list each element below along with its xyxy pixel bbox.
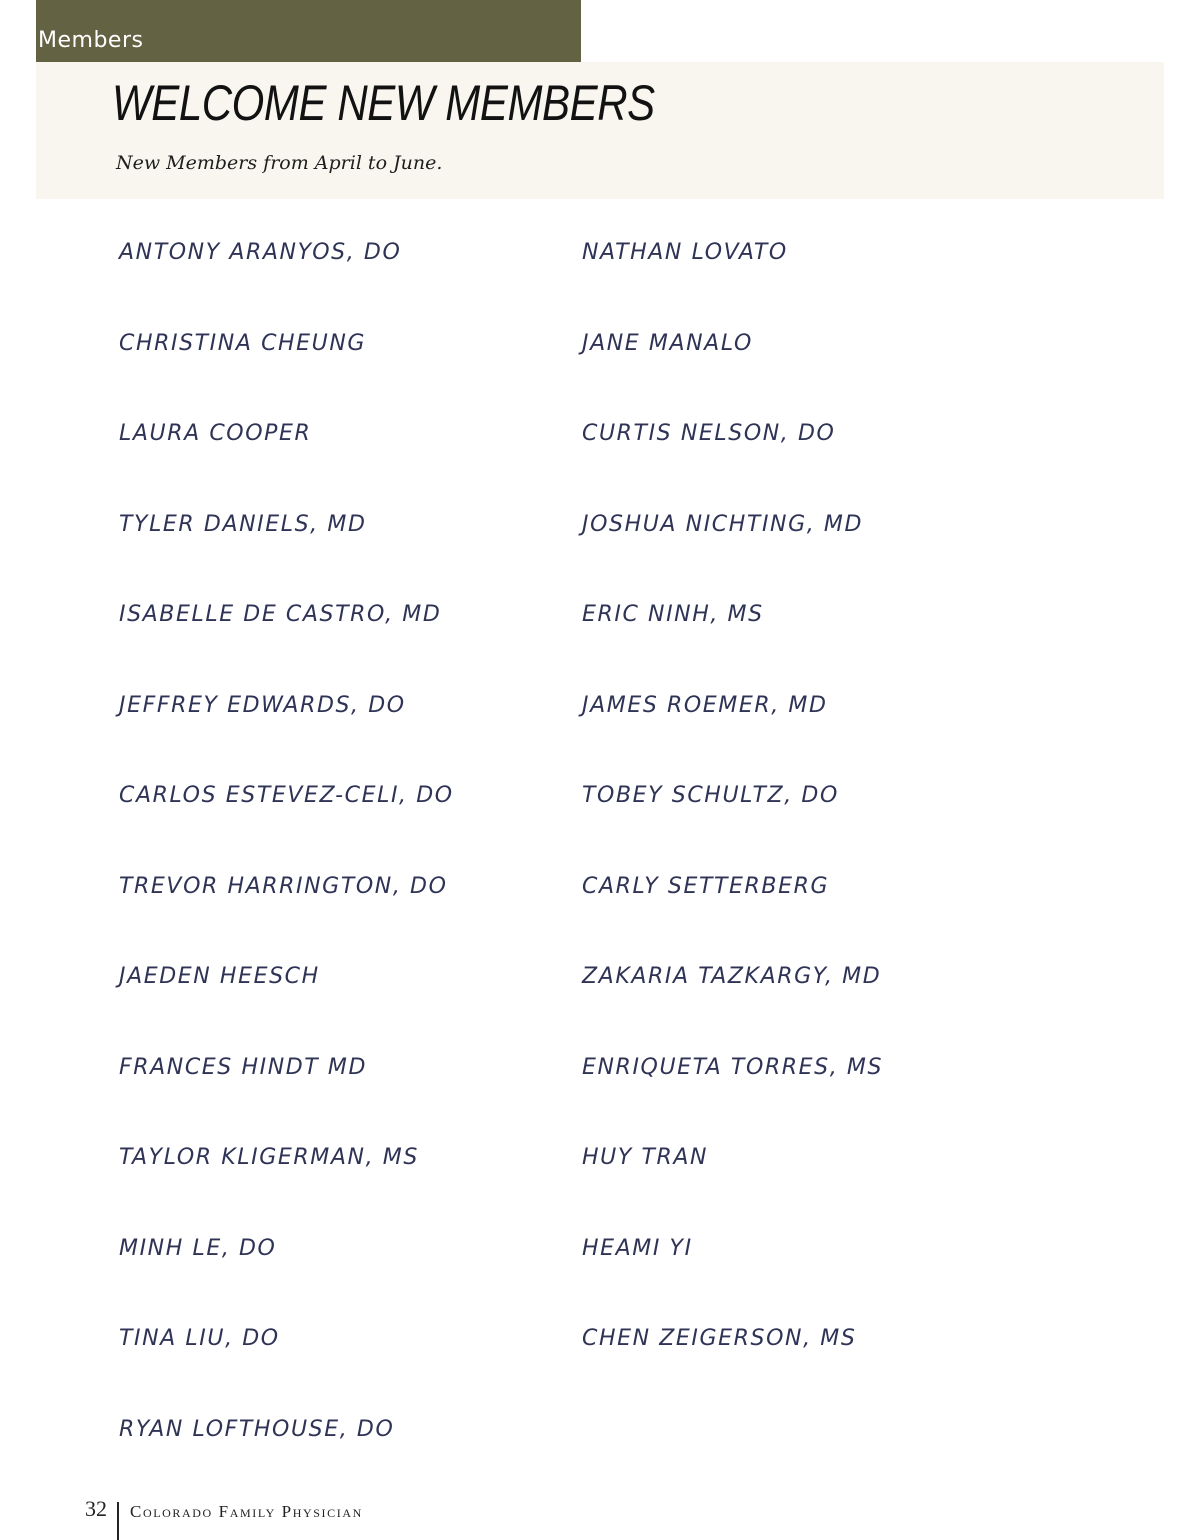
member-name: ANTONY ARANYOS, DO xyxy=(119,240,402,265)
member-name: HEAMI YI xyxy=(582,1235,693,1261)
member-name: TYLER DANIELS, MD xyxy=(119,511,367,537)
member-name: TREVOR HARRINGTON, DO xyxy=(119,873,448,899)
member-name: MINH LE, DO xyxy=(119,1235,277,1261)
member-name: CARLY SETTERBERG xyxy=(582,873,830,899)
section-tab xyxy=(36,0,581,62)
member-name: CARLOS ESTEVEZ-CELI, DO xyxy=(119,783,454,808)
member-name: JEFFREY EDWARDS, DO xyxy=(119,692,406,718)
member-name: ENRIQUETA TORRES, MS xyxy=(582,1054,884,1080)
footer-divider xyxy=(117,1502,119,1540)
member-name: TOBEY SCHULTZ, DO xyxy=(582,783,839,808)
member-name: RYAN LOFTHOUSE, DO xyxy=(119,1416,395,1442)
member-name: HUY TRAN xyxy=(582,1145,709,1170)
member-list-left xyxy=(119,238,454,1505)
member-name: TAYLOR KLIGERMAN, MS xyxy=(119,1145,419,1170)
member-name: ERIC NINH, MS xyxy=(582,602,764,627)
section-label: Members xyxy=(38,28,144,53)
page-title: WELCOME NEW MEMBERS xyxy=(112,75,655,131)
member-name: TINA LIU, DO xyxy=(119,1326,280,1351)
member-name: JAEDEN HEESCH xyxy=(119,964,320,989)
member-name: LAURA COOPER xyxy=(119,421,312,446)
member-name: NATHAN LOVATO xyxy=(582,240,788,265)
member-list-right xyxy=(582,238,883,1415)
publication-name: Colorado Family Physician xyxy=(130,1502,363,1521)
member-name: ISABELLE DE CASTRO, MD xyxy=(119,602,442,627)
member-name: FRANCES HINDT MD xyxy=(119,1054,368,1080)
member-name: ZAKARIA TAZKARGY, MD xyxy=(582,964,882,989)
page-number: 32 xyxy=(85,1496,107,1521)
member-name: JANE MANALO xyxy=(582,330,753,356)
member-name: JAMES ROEMER, MD xyxy=(582,692,828,718)
member-name: CHRISTINA CHEUNG xyxy=(119,330,367,356)
member-name: CHEN ZEIGERSON, MS xyxy=(582,1326,857,1351)
member-name: CURTIS NELSON, DO xyxy=(582,421,836,446)
page-subtitle: New Members from April to June. xyxy=(116,152,443,174)
header-band xyxy=(36,62,1164,199)
member-name: JOSHUA NICHTING, MD xyxy=(582,511,864,537)
